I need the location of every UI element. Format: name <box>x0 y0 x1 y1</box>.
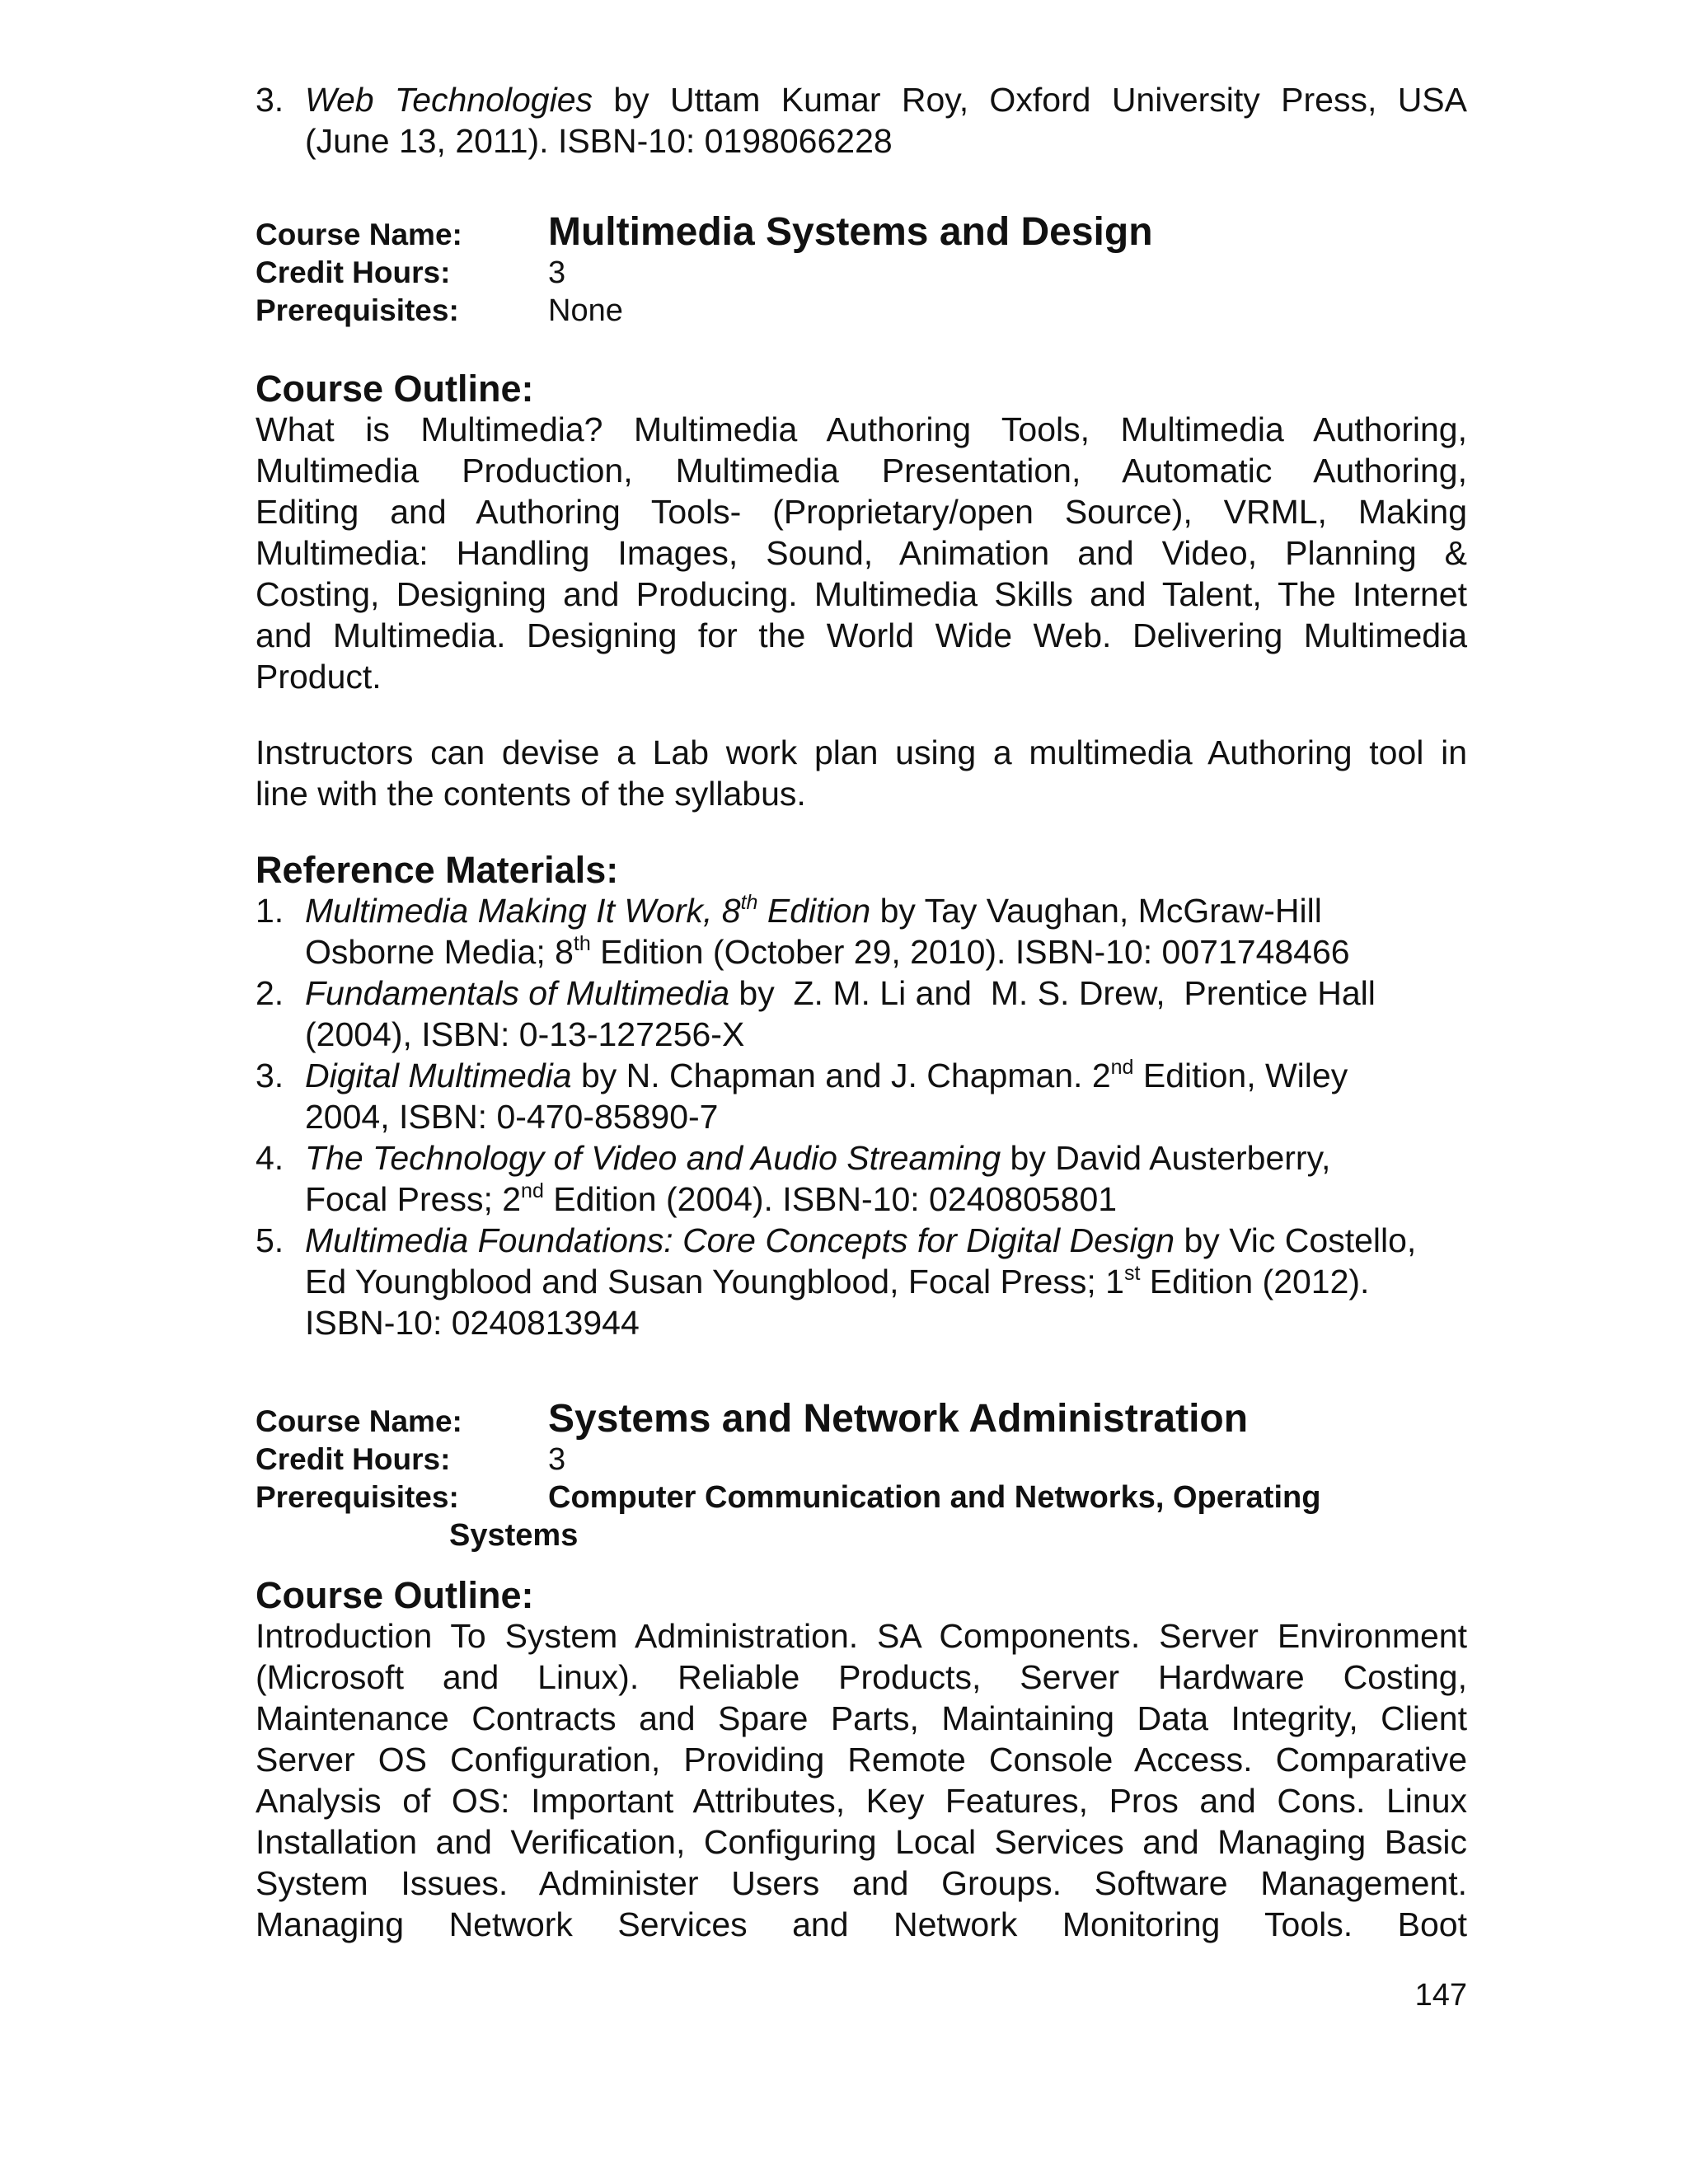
course-outline-section <box>256 368 1467 697</box>
reference-text: by David Austerberry, <box>1001 1139 1331 1177</box>
outline-line: System Issues. Administer Users and Groups. Software Management. <box>256 1864 1467 1902</box>
prerequisites-value: Computer Communication and Networks, Operating <box>548 1480 1321 1515</box>
reference-title: Multimedia Foundations: Core Concepts for Digital Design <box>305 1221 1175 1259</box>
reference-item-line3: ISBN-10: 0240813944 <box>305 1304 640 1342</box>
prerequisites-row <box>256 292 1467 330</box>
course-outline-body <box>256 1615 1467 1945</box>
outline-line: Product. <box>256 658 382 696</box>
reference-materials-heading: Reference Materials: <box>256 849 619 891</box>
reference-item <box>256 1220 1467 1261</box>
reference-number: 3. <box>256 81 284 119</box>
reference-number: 4. <box>256 1139 284 1177</box>
outline-line: Analysis of OS: Important Attributes, Key Features, Pros and Cons. Linux <box>256 1782 1467 1820</box>
outline-line: Server OS Configuration, Providing Remote Console Access. Comparative <box>256 1741 1467 1779</box>
reference-item <box>256 890 1467 931</box>
outline-line: Multimedia Production, Multimedia Presentation, Automatic Authoring, <box>256 452 1467 490</box>
reference-item-line2: Focal Press; 2nd Edition (2004). ISBN-10: 0240805801 <box>305 1179 1118 1218</box>
credit-hours-row <box>256 254 1467 292</box>
outline-line: Maintenance Contracts and Spare Parts, Maintaining Data Integrity, Client <box>256 1699 1467 1737</box>
prerequisites-row <box>256 1479 1467 1516</box>
reference-item-line2: 2004, ISBN: 0-470-85890-7 <box>305 1098 719 1136</box>
prior-reference <box>256 79 1467 162</box>
reference-item <box>256 1137 1467 1179</box>
reference-title: Fundamentals of Multimedia <box>305 974 730 1012</box>
reference-item-line2 <box>256 120 1467 162</box>
reference-number: 5. <box>256 1221 284 1259</box>
course-name-row <box>256 210 1467 254</box>
credit-hours-row <box>256 1441 1467 1479</box>
outline-line: Managing Network Services and Network Monitoring Tools. Boot <box>256 1905 1467 1943</box>
reference-text: by Vic Costello, <box>1175 1221 1417 1259</box>
outline-line: (Microsoft and Linux). Reliable Products, Server Hardware Costing, <box>256 1658 1467 1696</box>
reference-text: by Tay Vaughan, McGraw-Hill <box>870 892 1322 930</box>
lab-note-line: line with the contents of the syllabus. <box>256 775 806 813</box>
credit-hours-label: Credit Hours: <box>256 255 451 289</box>
reference-title: Web Technologies <box>305 81 593 119</box>
reference-text: by Z. M. Li and M. S. Drew, Prentice Hall <box>729 974 1376 1012</box>
course-outline-section <box>256 1574 1467 1945</box>
reference-number: 1. <box>256 892 284 930</box>
course-name-row <box>256 1397 1467 1441</box>
reference-title: The Technology of Video and Audio Streaming <box>305 1139 1001 1177</box>
reference-title: Multimedia Making It Work, 8th Edition <box>305 891 871 930</box>
reference-item <box>256 972 1467 1014</box>
reference-text: by Uttam Kumar Roy, Oxford University Press, USA <box>593 81 1467 119</box>
course-outline-heading: Course Outline: <box>256 1574 534 1616</box>
reference-title: Digital Multimedia <box>305 1057 572 1094</box>
prerequisites-value: None <box>548 293 623 328</box>
course-title: Systems and Network Administration <box>548 1397 1249 1441</box>
outline-line: Multimedia: Handling Images, Sound, Animation and Video, Planning & <box>256 534 1467 572</box>
prerequisites-label: Prerequisites: <box>256 293 459 327</box>
lab-note-line: Instructors can devise a Lab work plan using a multimedia Authoring tool in <box>256 733 1467 771</box>
outline-line: Introduction To System Administration. SA Components. Server Environment <box>256 1617 1467 1655</box>
reference-materials-section <box>256 849 1467 1343</box>
reference-text: (June 13, 2011). ISBN-10: 0198066228 <box>305 122 893 160</box>
reference-item <box>256 79 1467 120</box>
outline-line: Editing and Authoring Tools- (Proprietary/open Source), VRML, Making <box>256 493 1467 531</box>
course-title: Multimedia Systems and Design <box>548 210 1153 254</box>
outline-line: Installation and Verification, Configuring Local Services and Managing Basic <box>256 1823 1467 1861</box>
course-name-label: Course Name: <box>256 218 462 251</box>
outline-line: Costing, Designing and Producing. Multimedia Skills and Talent, The Internet <box>256 575 1467 613</box>
reference-item-line2: Osborne Media; 8th Edition (October 29, 2010). ISBN-10: 0071748466 <box>305 932 1350 971</box>
credit-hours-value: 3 <box>548 1442 566 1477</box>
course-header <box>256 210 1467 330</box>
reference-item-line2: (2004), ISBN: 0-13-127256-X <box>305 1015 745 1053</box>
credit-hours-value: 3 <box>548 255 566 290</box>
credit-hours-label: Credit Hours: <box>256 1442 451 1476</box>
lab-note <box>256 732 1467 814</box>
prerequisites-label: Prerequisites: <box>256 1480 459 1514</box>
outline-line: and Multimedia. Designing for the World Wide Web. Delivering Multimedia <box>256 616 1467 654</box>
course-header <box>256 1397 1467 1554</box>
page-number: 147 <box>1414 1978 1467 2013</box>
outline-line: What is Multimedia? Multimedia Authoring Tools, Multimedia Authoring, <box>256 410 1467 448</box>
reference-item-line2: Ed Youngblood and Susan Youngblood, Focal Press; 1st Edition (2012). <box>305 1262 1370 1301</box>
prerequisites-value-continued: Systems <box>449 1518 579 1553</box>
reference-item: 3. Digital Multimedia by N. Chapman and J. Chapman. 2nd Edition, Wiley <box>256 1056 1348 1094</box>
course-outline-body <box>256 409 1467 697</box>
course-outline-heading: Course Outline: <box>256 368 534 410</box>
reference-number: 3. <box>256 1057 284 1094</box>
reference-number: 2. <box>256 974 284 1012</box>
course-name-label: Course Name: <box>256 1404 462 1438</box>
